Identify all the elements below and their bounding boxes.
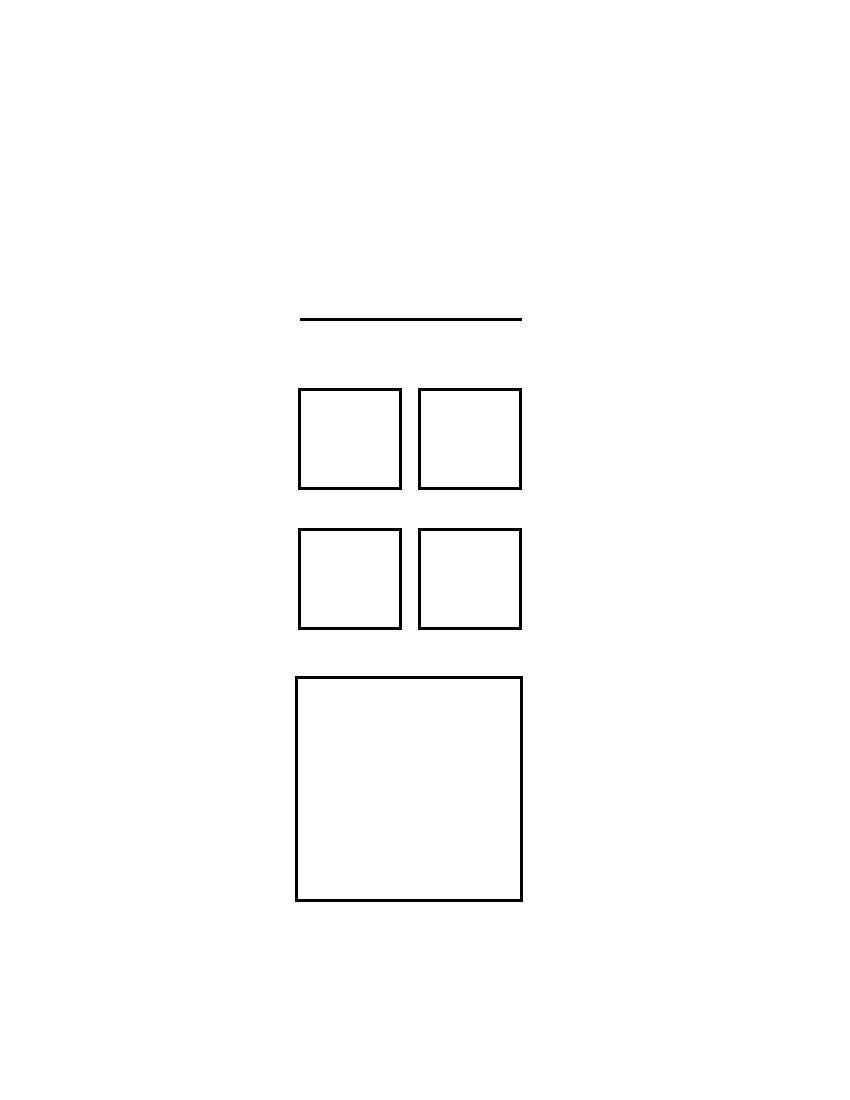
error-surface-contour-plot [295,676,523,902]
contour-canvas [298,679,520,899]
time-axis-line [300,318,522,321]
waveform-traces-plot [295,165,525,318]
particle-motion-panel-original [298,528,402,630]
particle-motion-panel-corrected [418,528,522,630]
fast-slow-panel-corrected [418,388,522,490]
fast-slow-panel-uncorrected [298,388,402,490]
